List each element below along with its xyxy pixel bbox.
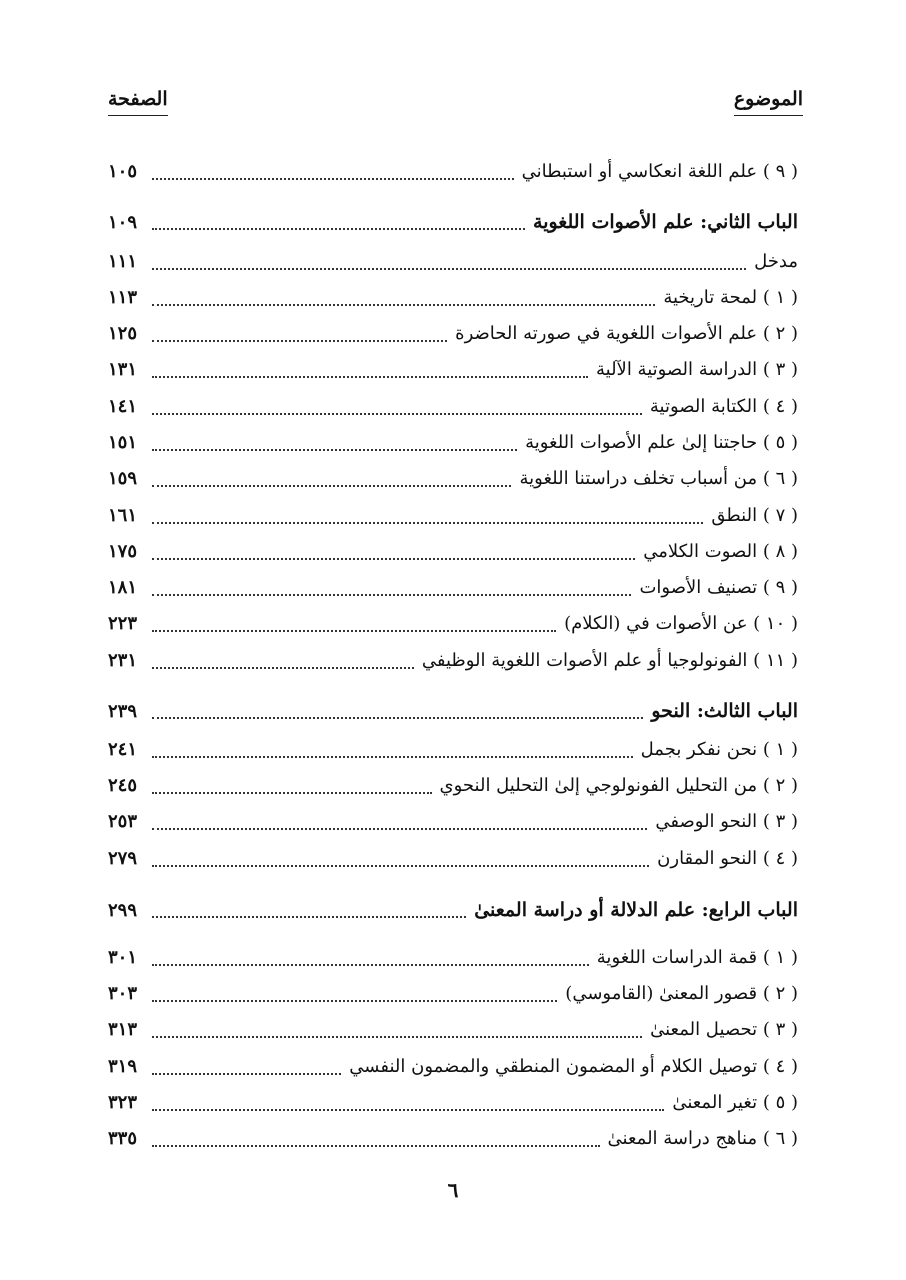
dot-leader (152, 865, 649, 867)
dot-leader (152, 756, 633, 758)
toc-chapter-heading (108, 893, 798, 927)
toc-entry-page: ٢٣١ (108, 650, 138, 671)
toc-entry-title: ( ٤ ) توصيل الكلام أو المضمون المنطقي والمضمون النفسي (349, 1056, 798, 1077)
toc-entry-page: ٢٩٩ (108, 900, 138, 921)
toc-entry-page: ٢٢٣ (108, 613, 138, 634)
toc-entry-page: ١٦١ (108, 505, 138, 526)
dot-leader (152, 449, 517, 451)
toc-entry-page: ١٣١ (108, 359, 138, 380)
dot-leader (152, 1145, 600, 1147)
toc-entry-title: ( ٥ ) حاجتنا إلىٰ علم الأصوات اللغوية (525, 432, 798, 453)
toc-entry-title: ( ٨ ) الصوت الكلامي (643, 541, 798, 562)
toc-entry (108, 499, 798, 533)
dot-leader (152, 522, 703, 524)
toc-entry (108, 390, 798, 424)
toc-entry-page: ١٥١ (108, 432, 138, 453)
toc-entry (108, 426, 798, 460)
toc-entry (108, 462, 798, 496)
toc-entry-page: ١٠٩ (108, 212, 138, 233)
dot-leader (152, 594, 631, 596)
toc-entry (108, 353, 798, 387)
dot-leader (152, 178, 514, 180)
toc-entry-page: ١١٣ (108, 287, 138, 308)
dot-leader (152, 413, 642, 415)
toc-entry (108, 805, 798, 839)
dot-leader (152, 376, 588, 378)
toc-entry-title: ( ٢ ) علم الأصوات اللغوية في صورته الحاضرة (455, 323, 798, 344)
dot-leader (152, 1073, 341, 1075)
toc-entry-title: ( ٢ ) من التحليل الفونولوجي إلىٰ التحليل النحوي (439, 775, 798, 796)
toc-entry-page: ٣١٩ (108, 1056, 138, 1077)
toc-entry-title: الباب الثاني: علم الأصوات اللغوية (533, 211, 798, 233)
toc-entry-title: ( ١ ) قمة الدراسات اللغوية (596, 947, 798, 968)
toc-entry-page: ٣١٣ (108, 1019, 138, 1040)
toc-entry (108, 317, 798, 351)
dot-leader (152, 630, 556, 632)
dot-leader (152, 1109, 664, 1111)
dot-leader (152, 485, 511, 487)
toc-entry (108, 733, 798, 767)
toc-entry (108, 1050, 798, 1084)
toc-entry-page: ١٠٥ (108, 161, 138, 182)
toc-entry-title: ( ٣ ) الدراسة الصوتية الآلية (595, 359, 798, 380)
toc-entry-title: ( ٩ ) علم اللغة انعكاسي أو استبطاني (521, 161, 798, 182)
toc-entry (108, 245, 798, 279)
page-column-header: الصفحة (108, 88, 168, 116)
toc-entry-page: ٢٤١ (108, 739, 138, 760)
toc-entry-title: ( ٣ ) النحو الوصفي (655, 811, 798, 832)
toc-entry-page: ١٧٥ (108, 541, 138, 562)
page-number: ٦ (447, 1178, 459, 1202)
toc-entry-title: ( ٩ ) تصنيف الأصوات (639, 577, 798, 598)
toc-entry (108, 644, 798, 678)
toc-entry-page: ٢٧٩ (108, 848, 138, 869)
toc-entry-page: ٢٥٣ (108, 811, 138, 832)
dot-leader (152, 1036, 642, 1038)
dot-leader (152, 717, 643, 719)
dot-leader (152, 558, 635, 560)
toc-entry-title: مدخل (754, 251, 798, 272)
dot-leader (152, 916, 466, 918)
toc-entry-title: ( ١ ) نحن نفكر بجمل (640, 739, 798, 760)
dot-leader (152, 304, 655, 306)
toc-entry-title: الباب الثالث: النحو (651, 700, 798, 722)
toc-entry (108, 1013, 798, 1047)
toc-entry-title: ( ٦ ) مناهج دراسة المعنىٰ (607, 1128, 798, 1149)
dot-leader (152, 964, 589, 966)
toc-chapter-heading (108, 205, 798, 239)
toc-entry (108, 977, 798, 1011)
toc-entry-title: ( ٥ ) تغير المعنىٰ (672, 1092, 798, 1113)
dot-leader (152, 667, 414, 669)
toc-entry-page: ٣٠٣ (108, 983, 138, 1004)
toc-entry-page: ١٥٩ (108, 468, 138, 489)
toc-entry-title: ( ٢ ) قصور المعنىٰ (القاموسي) (565, 983, 798, 1004)
dot-leader (152, 828, 647, 830)
toc-entry (108, 1122, 798, 1156)
toc-entry-title: ( ١ ) لمحة تاريخية (663, 287, 798, 308)
toc-chapter-heading (108, 694, 798, 728)
toc-entry-page: ١٨١ (108, 577, 138, 598)
toc-entry-page: ١٤١ (108, 396, 138, 417)
toc-entry (108, 1086, 798, 1120)
toc-entry (108, 769, 798, 803)
toc-entry-title: ( ٤ ) النحو المقارن (657, 848, 798, 869)
toc-entry-page: ٣٠١ (108, 947, 138, 968)
toc-entry (108, 155, 798, 189)
toc-entry-page: ٢٤٥ (108, 775, 138, 796)
toc-entry (108, 281, 798, 315)
toc-entry (108, 941, 798, 975)
toc-entry-page: ١١١ (108, 251, 138, 272)
dot-leader (152, 1000, 557, 1002)
toc-entry-title: ( ٣ ) تحصيل المعنىٰ (650, 1019, 798, 1040)
dot-leader (152, 792, 432, 794)
toc-entry-page: ١٢٥ (108, 323, 138, 344)
dot-leader (152, 340, 447, 342)
toc-entry-page: ٣٣٥ (108, 1128, 138, 1149)
toc-entry (108, 571, 798, 605)
toc-entry-page: ٢٣٩ (108, 701, 138, 722)
toc-entry-title: ( ٧ ) النطق (711, 505, 798, 526)
toc-entry-title: ( ٦ ) من أسباب تخلف دراستنا اللغوية (519, 468, 798, 489)
toc-entry-title: ( ١٠ ) عن الأصوات في (الكلام) (564, 613, 798, 634)
toc-entry (108, 607, 798, 641)
topic-column-header: الموضوع (734, 88, 803, 116)
toc-entry-title: ( ١١ ) الفونولوجيا أو علم الأصوات اللغوية الوظيفي (421, 650, 798, 671)
toc-entry (108, 535, 798, 569)
toc-entry (108, 842, 798, 876)
dot-leader (152, 228, 525, 230)
toc-entry-title: ( ٤ ) الكتابة الصوتية (649, 396, 798, 417)
toc-entry-title: الباب الرابع: علم الدلالة أو دراسة المعنىٰ (474, 899, 798, 921)
toc-entry-page: ٣٢٣ (108, 1092, 138, 1113)
dot-leader (152, 268, 746, 270)
